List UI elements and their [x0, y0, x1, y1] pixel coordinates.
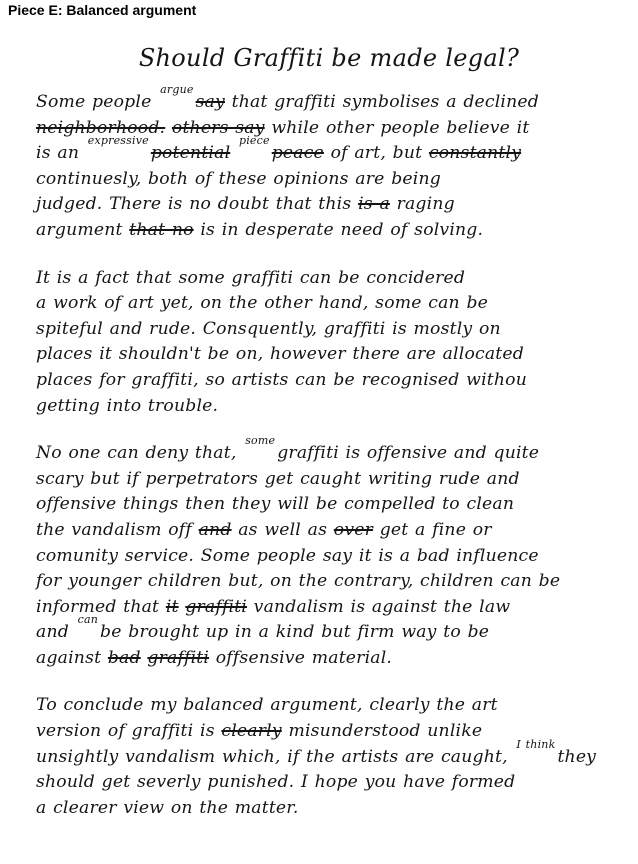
text-line [36, 613, 622, 646]
inserted-word: expressive [87, 134, 149, 148]
text-line [36, 218, 622, 244]
inserted-word: can [77, 613, 98, 627]
text-run: is in desperate need of solving. [193, 219, 484, 240]
paragraph-2 [36, 266, 622, 420]
text-run: To conclude my balanced argument, clearly the art [36, 695, 498, 716]
inserted-word: I think [516, 737, 556, 751]
text-line [36, 770, 622, 796]
crossed-out-word: neighborhood. [36, 117, 166, 138]
crossed-out-word: that no [129, 219, 194, 240]
crossed-out-word: say [195, 92, 225, 112]
text-line [36, 693, 622, 719]
crossed-out-word: clearly [221, 721, 282, 742]
text-run: for younger children but, on the contrary, children can be [36, 571, 561, 592]
text-line [36, 434, 622, 467]
text-line [36, 737, 622, 771]
text-run: be brought up in a kind but firm way to be [100, 622, 490, 643]
text-run: a work of art yet, on the other hand, some can be [36, 293, 489, 314]
text-line [36, 544, 622, 570]
crossed-out-word: peace [271, 143, 324, 164]
text-run: No one can deny that, [36, 443, 244, 464]
crossed-out-word: graffiti [147, 647, 210, 668]
text-run: offsensive material. [209, 647, 393, 668]
text-run: places it shouldn't be on, however there are allocated [36, 344, 524, 365]
text-run: is an [36, 143, 86, 164]
crossed-out-word: potential [150, 143, 231, 164]
text-run: while other people believe it [264, 117, 530, 138]
text-run: a clearer view on the matter. [36, 797, 299, 818]
text-run: argument [36, 219, 130, 240]
crossed-out-word: others say [171, 117, 265, 138]
text-line [36, 134, 622, 167]
text-run: raging [389, 194, 455, 215]
essay-body [36, 83, 622, 821]
text-run: misunderstood unlike [281, 721, 483, 742]
text-run: vandalism is against the law [247, 596, 511, 617]
text-run: spiteful and rude. Consquently, graffiti is mostly on [36, 318, 501, 339]
handwritten-sheet [36, 38, 622, 858]
text-line [36, 83, 622, 116]
text-run: against [36, 647, 108, 668]
text-run: as well as [231, 519, 334, 540]
text-run: It is a fact that some graffiti can be concidered [36, 267, 466, 288]
crossed-out-word: and [198, 519, 232, 540]
paragraph-1 [36, 83, 622, 244]
text-run: the vandalism off [36, 519, 199, 540]
text-run: and [36, 622, 76, 643]
text-line [36, 291, 622, 317]
text-line [36, 368, 622, 394]
text-run: getting into trouble. [36, 395, 219, 416]
inserted-word: some [245, 434, 276, 448]
text-run [165, 118, 172, 138]
crossed-out-word: it [165, 596, 179, 617]
text-run: Some people [36, 92, 159, 112]
crossed-out-word: over [333, 519, 374, 540]
essay-title: Should Graffiti be made legal? [138, 44, 520, 72]
text-run: informed that [36, 596, 166, 617]
text-run: should get severly punished. I hope you have formed [36, 772, 516, 793]
text-run: get a fine or [373, 519, 492, 540]
text-line [36, 492, 622, 518]
text-run: offensive things then they will be compelled to clean [36, 494, 515, 515]
text-run: graffiti is offensive and quite [277, 443, 540, 464]
crossed-out-word: is a [358, 194, 390, 215]
text-run: that graffiti symbolises a declined [224, 92, 539, 112]
text-run: version of graffiti is [36, 721, 222, 742]
text-line [36, 646, 622, 672]
text-run: they [557, 746, 597, 767]
text-run: places for graffiti, so artists can be recognised withou [36, 369, 527, 390]
text-run: of art, but [323, 143, 429, 164]
crossed-out-word: constantly [428, 143, 522, 164]
paragraph-3 [36, 434, 622, 671]
text-line [36, 467, 622, 493]
text-line [36, 595, 622, 621]
text-line [36, 518, 622, 544]
text-run: continuesly, both of these opinions are being [36, 168, 441, 189]
text-line [36, 342, 622, 368]
text-run: comunity service. Some people say it is a bad influence [36, 545, 539, 566]
piece-label: Piece E: Balanced argument [8, 2, 197, 18]
text-run: judged. There is no doubt that this [36, 194, 359, 215]
text-line [36, 266, 622, 292]
crossed-out-word: graffiti [185, 596, 248, 617]
text-line [36, 394, 622, 420]
text-run: unsightly vandalism which, if the artists are caught, [36, 746, 515, 767]
text-run [230, 143, 237, 163]
text-line [36, 192, 622, 218]
paragraph-4 [36, 693, 622, 821]
text-line [36, 317, 622, 343]
text-line [36, 167, 622, 193]
text-line [36, 796, 622, 822]
inserted-word: argue [160, 83, 194, 96]
inserted-word: piece [238, 134, 270, 148]
text-run: scary but if perpetrators get caught writing rude and [36, 468, 520, 489]
crossed-out-word: bad [107, 647, 141, 668]
text-line [36, 569, 622, 595]
